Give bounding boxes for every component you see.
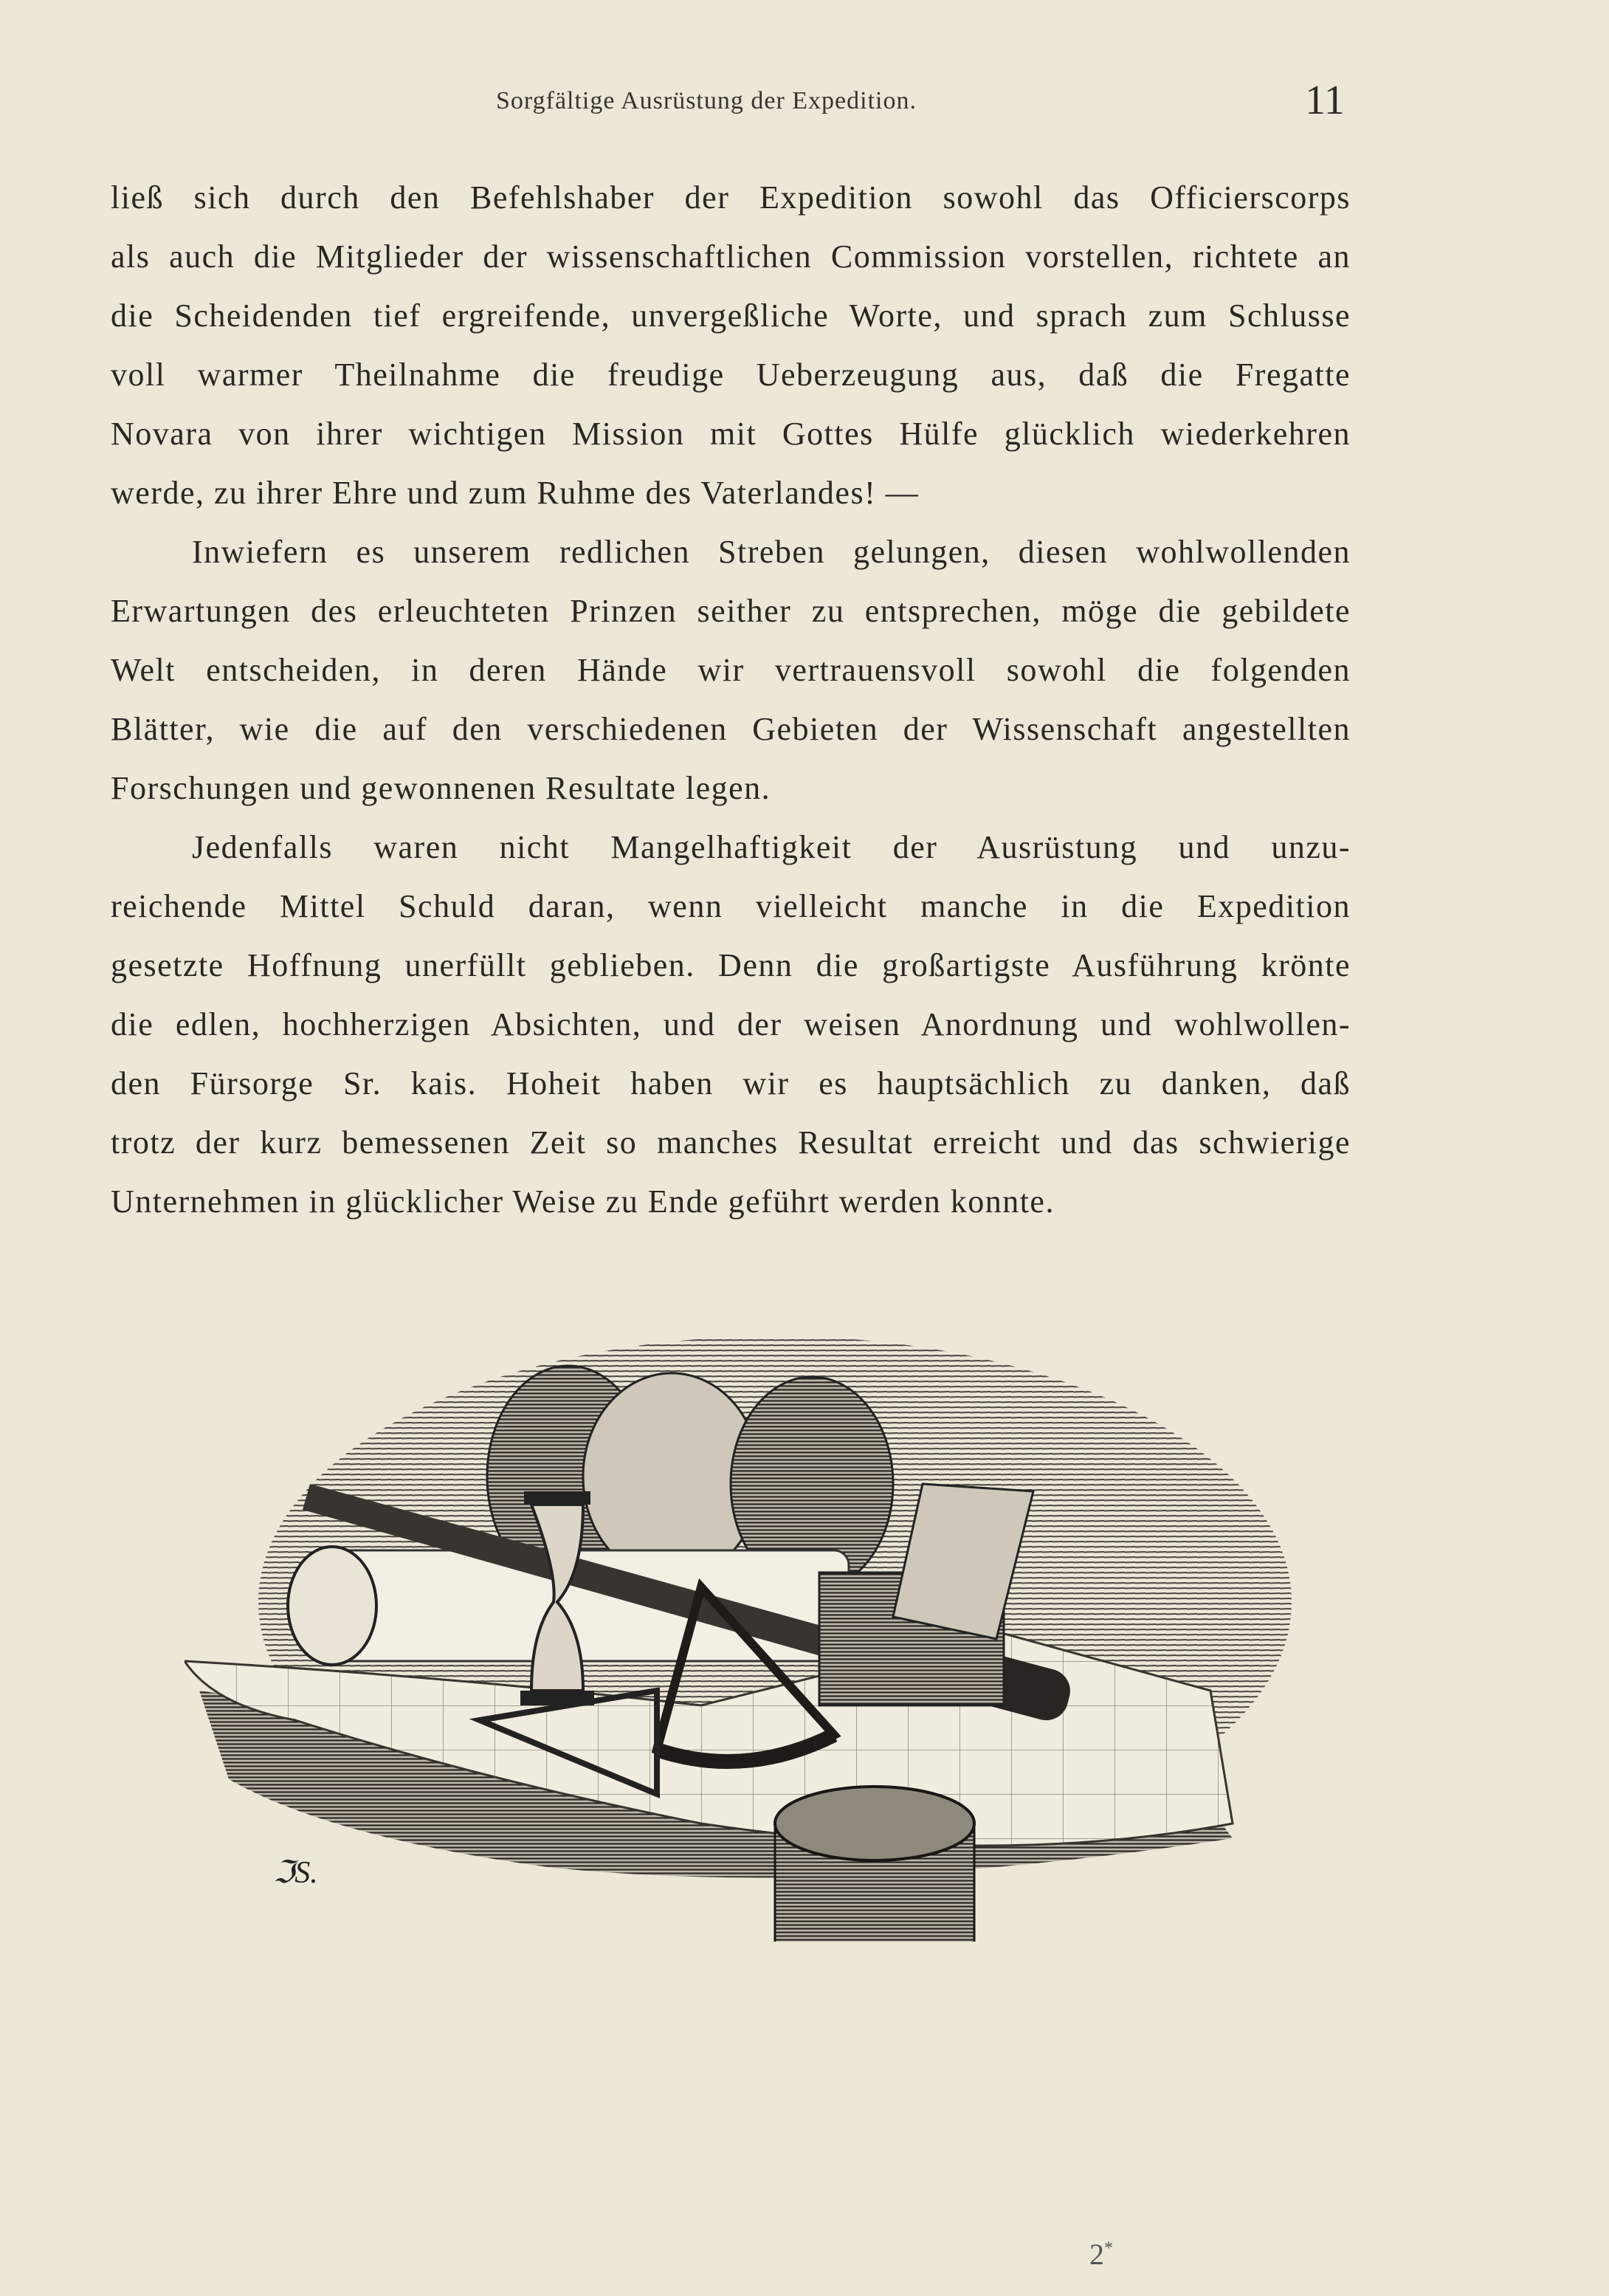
- running-head: Sorgfältige Ausrüstung der Expedition.: [496, 87, 917, 114]
- text-line: die Scheidenden tief ergreifende, unvergeßliche Worte, und sprach zum Schlusse: [111, 298, 1351, 334]
- text-line: die edlen, hochherzigen Absichten, und der weisen Anordnung und wohlwollen-: [111, 1006, 1351, 1042]
- text-line: Unternehmen in glücklicher Weise zu Ende geführt werden konnte.: [111, 1183, 1055, 1220]
- engraver-monogram: ℑS.: [273, 1856, 318, 1890]
- body-text: [111, 168, 1351, 1231]
- text-line: den Fürsorge Sr. kais. Hoheit haben wir es hauptsächlich zu danken, daß: [111, 1065, 1351, 1101]
- compass-box: [775, 1787, 974, 1942]
- text-line: Blätter, wie die auf den verschiedenen Gebieten der Wissenschaft angestellten: [111, 711, 1351, 747]
- text-line: Jedenfalls waren nicht Mangelhaftigkeit der Ausrüstung und unzu-: [192, 829, 1351, 865]
- text-line: Erwartungen des erleuchteten Prinzen seither zu entsprechen, möge die gebildete: [111, 593, 1351, 629]
- text-line: Forschungen und gewonnenen Resultate legen.: [111, 770, 771, 806]
- text-line: reichende Mittel Schuld daran, wenn vielleicht manche in die Expedition: [111, 888, 1351, 924]
- engraving-navigation-instruments: [185, 1307, 1380, 1942]
- text-line: werde, zu ihrer Ehre und zum Ruhme des Vaterlandes! —: [111, 475, 920, 511]
- page-number: 11: [1305, 78, 1345, 123]
- text-line: ließ sich durch den Befehlshaber der Expedition sowohl das Officierscorps: [111, 179, 1351, 216]
- signature-asterisk: *: [1104, 2238, 1113, 2258]
- text-line: gesetzte Hoffnung unerfüllt geblieben. Denn die großartigste Ausführung krönte: [111, 947, 1351, 983]
- text-line: als auch die Mitglieder der wissenschaftlichen Commission vorstellen, richtete an: [111, 238, 1351, 275]
- signature-mark: [1089, 2237, 1113, 2272]
- text-line: Welt entscheiden, in deren Hände wir vertrauensvoll sowohl die folgenden: [111, 652, 1351, 688]
- text-line: Inwiefern es unserem redlichen Streben gelungen, diesen wohlwollenden: [192, 534, 1351, 570]
- text-line: voll warmer Theilnahme die freudige Ueberzeugung aus, daß die Fregatte: [111, 357, 1351, 393]
- text-line: Novara von ihrer wichtigen Mission mit Gottes Hülfe glücklich wiederkehren: [111, 416, 1351, 452]
- signature-number: 2: [1089, 2238, 1104, 2271]
- text-line: trotz der kurz bemessenen Zeit so manches Resultat erreicht und das schwierige: [111, 1124, 1351, 1161]
